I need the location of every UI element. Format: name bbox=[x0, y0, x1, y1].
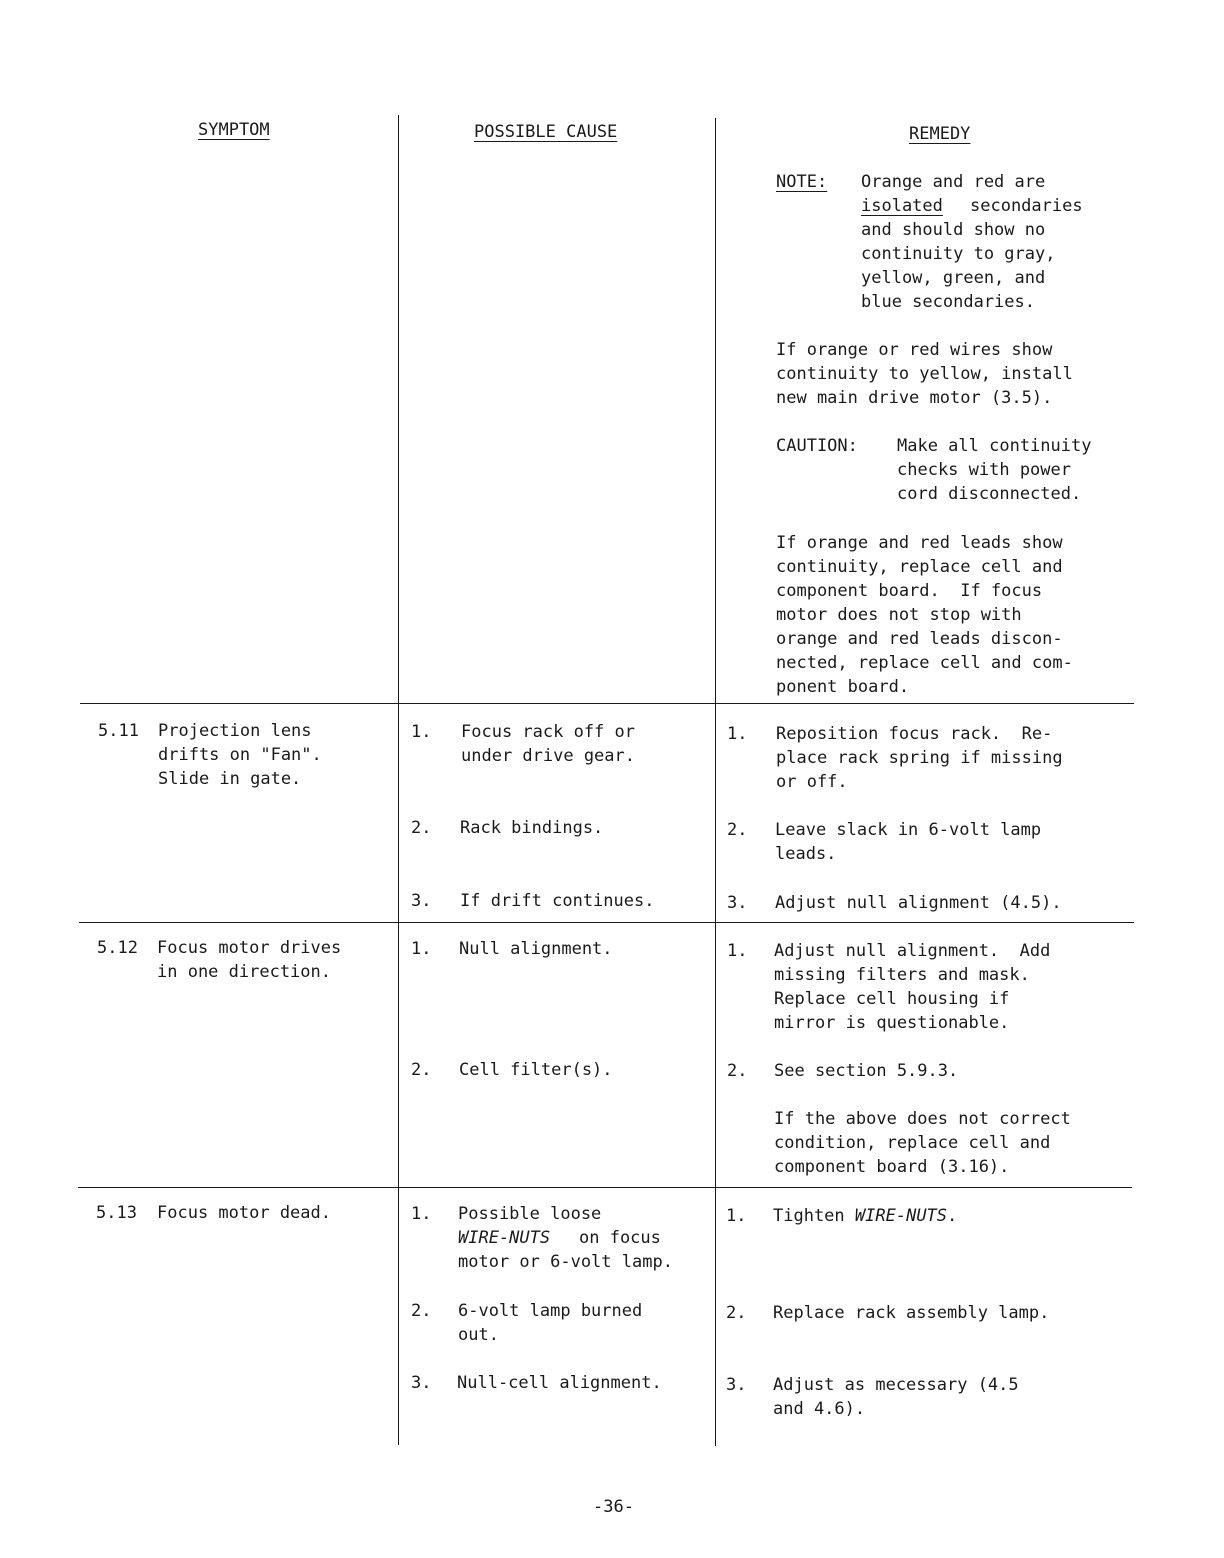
cause-number: 3. bbox=[411, 1373, 432, 1393]
symptom-line: Focus motor dead. bbox=[157, 1203, 331, 1223]
remedy-number: 2. bbox=[727, 1061, 748, 1081]
cause-line: Rack bindings. bbox=[460, 818, 604, 838]
remedy-line: If the above does not correct bbox=[774, 1109, 1071, 1129]
remedy-line: condition, replace cell and bbox=[774, 1133, 1051, 1153]
cause-line: Focus rack off or bbox=[461, 722, 635, 742]
paragraph-line: continuity, replace cell and bbox=[776, 557, 1063, 577]
cause-line: Possible loose bbox=[458, 1204, 602, 1224]
remedy-line: and 4.6). bbox=[773, 1399, 866, 1419]
remedy-line: See section 5.9.3. bbox=[774, 1061, 959, 1081]
paragraph-line: ponent board. bbox=[776, 677, 910, 697]
note-line: yellow, green, and bbox=[861, 268, 1046, 288]
symptom-line: Slide in gate. bbox=[158, 769, 302, 789]
row-divider-5-11 bbox=[80, 703, 1134, 704]
remedy-number: 3. bbox=[727, 893, 748, 913]
remedy-line: Adjust as mecessary (4.5 bbox=[773, 1375, 1019, 1395]
note-word-isolated: isolated bbox=[861, 196, 943, 216]
note-line: blue secondaries. bbox=[861, 292, 1035, 312]
cause-number: 3. bbox=[411, 891, 432, 911]
remedy-line: Replace cell housing if bbox=[774, 989, 1010, 1009]
paragraph-line: continuity to yellow, install bbox=[776, 364, 1073, 384]
paragraph-line: motor does not stop with bbox=[776, 605, 1022, 625]
cause-line: on focus bbox=[579, 1228, 661, 1248]
remedy-line: place rack spring if missing bbox=[776, 748, 1063, 768]
remedy-number: 1. bbox=[727, 724, 748, 744]
cause-line: 6-volt lamp burned bbox=[458, 1301, 643, 1321]
remedy-term-wire-nuts: WIRE-NUTS bbox=[854, 1206, 948, 1226]
remedy-line: component board (3.16). bbox=[774, 1157, 1010, 1177]
note-line: and should show no bbox=[861, 220, 1046, 240]
remedy-number: 3. bbox=[726, 1375, 747, 1395]
symptom-number: 5.12 bbox=[97, 938, 138, 958]
note-label: NOTE: bbox=[776, 172, 828, 192]
symptom-number: 5.11 bbox=[98, 721, 139, 741]
cause-number: 1. bbox=[411, 939, 432, 959]
cause-term-wire-nuts: WIRE-NUTS bbox=[458, 1228, 551, 1248]
cause-line: Null alignment. bbox=[459, 939, 613, 959]
page-number: -36- bbox=[593, 1497, 634, 1517]
header-possible-cause: POSSIBLE CAUSE bbox=[474, 122, 618, 142]
remedy-line: Reposition focus rack. Re- bbox=[776, 724, 1053, 744]
remedy-line: Adjust null alignment (4.5). bbox=[775, 893, 1062, 913]
note-line: secondaries bbox=[970, 196, 1083, 216]
remedy-line: or off. bbox=[776, 772, 848, 792]
cause-line: Null-cell alignment. bbox=[457, 1373, 662, 1393]
remedy-number: 2. bbox=[727, 820, 748, 840]
remedy-line bbox=[773, 1204, 957, 1228]
paragraph-line: If orange or red wires show bbox=[776, 340, 1053, 360]
remedy-line: mirror is questionable. bbox=[774, 1013, 1010, 1033]
cause-number: 2. bbox=[411, 818, 432, 838]
cause-number: 1. bbox=[411, 1204, 432, 1224]
remedy-line: missing filters and mask. bbox=[774, 965, 1030, 985]
header-remedy: REMEDY bbox=[909, 124, 971, 144]
remedy-word: Tighten bbox=[773, 1206, 845, 1226]
remedy-line: Leave slack in 6-volt lamp bbox=[775, 820, 1042, 840]
cause-line: If drift continues. bbox=[460, 891, 655, 911]
cause-line: under drive gear. bbox=[461, 746, 635, 766]
cause-line: motor or 6-volt lamp. bbox=[458, 1252, 673, 1272]
column-divider-left bbox=[398, 115, 399, 1445]
header-symptom: SYMPTOM bbox=[198, 120, 270, 140]
paragraph-line: component board. If focus bbox=[776, 581, 1043, 601]
symptom-line: in one direction. bbox=[157, 962, 331, 982]
paragraph-line: new main drive motor (3.5). bbox=[776, 388, 1053, 408]
caution-line: Make all continuity bbox=[897, 436, 1092, 456]
caution-label: CAUTION: bbox=[776, 436, 858, 456]
row-divider-5-12 bbox=[79, 922, 1134, 923]
symptom-number: 5.13 bbox=[96, 1203, 137, 1223]
cause-line: out. bbox=[458, 1325, 499, 1345]
note-line: continuity to gray, bbox=[861, 244, 1056, 264]
cause-line: Cell filter(s). bbox=[459, 1060, 613, 1080]
paragraph-line: nected, replace cell and com- bbox=[776, 653, 1073, 673]
cause-number: 1. bbox=[411, 722, 432, 742]
remedy-number: 1. bbox=[727, 941, 748, 961]
remedy-line: Adjust null alignment. Add bbox=[774, 941, 1051, 961]
note-line: Orange and red are bbox=[861, 172, 1046, 192]
symptom-line: Projection lens bbox=[158, 721, 312, 741]
symptom-line: Focus motor drives bbox=[157, 938, 342, 958]
remedy-line: Replace rack assembly lamp. bbox=[773, 1303, 1050, 1323]
paragraph-line: orange and red leads discon- bbox=[776, 629, 1063, 649]
remedy-line: leads. bbox=[775, 844, 837, 864]
caution-line: cord disconnected. bbox=[897, 484, 1082, 504]
cause-number: 2. bbox=[411, 1060, 432, 1080]
caution-line: checks with power bbox=[897, 460, 1071, 480]
remedy-period: . bbox=[947, 1206, 958, 1226]
row-divider-5-13 bbox=[78, 1187, 1132, 1188]
cause-number: 2. bbox=[411, 1301, 432, 1321]
remedy-number: 1. bbox=[726, 1206, 747, 1226]
remedy-number: 2. bbox=[726, 1303, 747, 1323]
symptom-line: drifts on "Fan". bbox=[158, 745, 322, 765]
paragraph-line: If orange and red leads show bbox=[776, 533, 1063, 553]
column-divider-right bbox=[715, 118, 716, 1446]
